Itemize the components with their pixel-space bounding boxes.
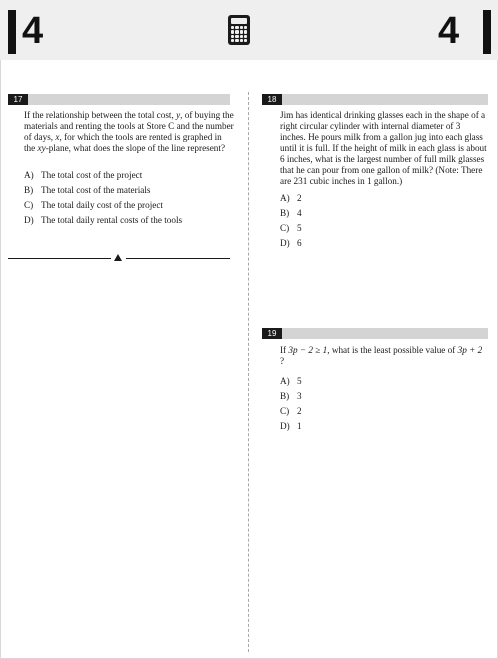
choice-b[interactable]: B) 4 [280, 208, 302, 218]
section-header [0, 0, 498, 60]
question-19-header [262, 328, 488, 339]
column-divider [248, 92, 249, 652]
calculator-icon [228, 15, 250, 45]
question-number: 19 [262, 328, 282, 339]
choice-b[interactable]: B) The total cost of the materials [24, 185, 151, 195]
end-of-question-rule [8, 254, 230, 263]
question-17-stem: If the relationship between the total cost, y, of buying the materials and renting the tools at Store C and the number of days, x, for which the tools are rented is graphed in the xy-plane, what does the slope of the line represent? [24, 110, 234, 153]
choice-a[interactable]: A) The total cost of the project [24, 170, 143, 180]
question-18-choices [280, 193, 488, 253]
question-number: 18 [262, 94, 282, 105]
choice-c[interactable]: C) 2 [280, 406, 302, 416]
choice-a[interactable]: A) 2 [280, 193, 302, 203]
choice-b[interactable]: B) 3 [280, 391, 302, 401]
choice-d[interactable]: D) The total daily rental costs of the tools [24, 215, 183, 225]
question-number: 17 [8, 94, 28, 105]
question-19-stem: If 3p − 2 ≥ 1, what is the least possible value of 3p + 2 ? [280, 345, 483, 366]
question-18-stem: Jim has identical drinking glasses each in the shape of a right circular cylinder with internal diameter of 3 inches. He pours milk from a gallon jug into each glass until it is full. If the height of milk in each glass is about 6 inches, what is the largest number of full milk glasses that he can pour from one gallon of milk? (Note: There are 231 cubic inches in 1 gallon.) [280, 110, 487, 186]
question-17-header [8, 94, 230, 105]
choice-d[interactable]: D) 1 [280, 421, 302, 431]
section-tab-left [8, 10, 16, 54]
section-tab-right [483, 10, 491, 54]
choice-d[interactable]: D) 6 [280, 238, 302, 248]
question-19-choices [280, 376, 488, 436]
choice-c[interactable]: C) 5 [280, 223, 302, 233]
choice-c[interactable]: C) The total daily cost of the project [24, 200, 163, 210]
section-number-left: 4 [22, 10, 44, 52]
choice-a[interactable]: A) 5 [280, 376, 302, 386]
section-number-right: 4 [438, 10, 460, 52]
question-18-header [262, 94, 488, 105]
triangle-icon [114, 254, 122, 261]
question-17-choices [24, 170, 234, 230]
